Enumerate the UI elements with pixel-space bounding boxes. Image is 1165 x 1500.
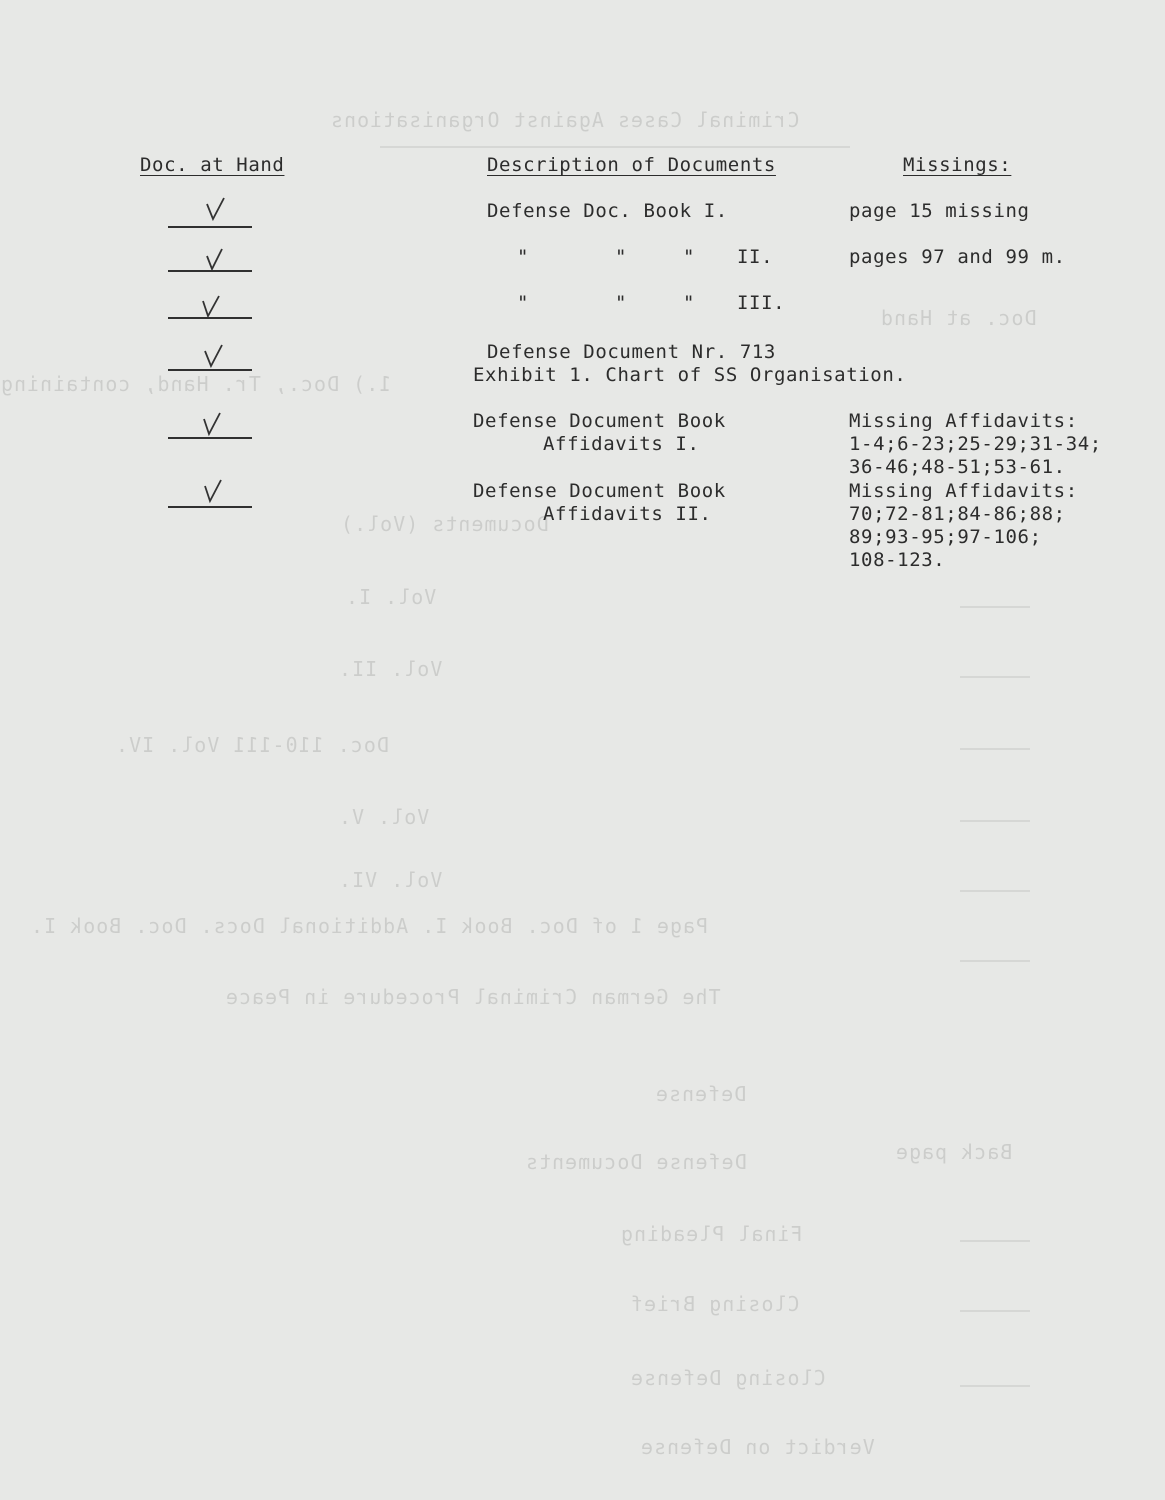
checkmark-icon	[200, 293, 222, 319]
bleed-through-rule	[960, 820, 1030, 822]
bleed-through-text: Closing Defense	[630, 1366, 826, 1390]
row-5-description-line2: Affidavits I.	[543, 433, 700, 455]
check-underline	[168, 317, 252, 319]
row-5-description: Defense Document Book	[473, 410, 726, 432]
row-6-missing-line-2: 89;93-95;97-106;	[849, 526, 1042, 548]
row-2-missing: pages 97 and 99 m.	[849, 246, 1066, 268]
check-underline	[168, 270, 252, 272]
bleed-through-rule	[380, 146, 850, 148]
row-4-description: Defense Document Nr. 713	[487, 341, 776, 363]
bleed-through-text: Verdict on Defense	[640, 1435, 875, 1459]
bleed-through-text: Doc. 110-111 Vol. IV.	[115, 733, 389, 757]
row-5-missing: Missing Affidavits:	[849, 410, 1078, 432]
row-1-description: Defense Doc. Book I.	[487, 200, 728, 222]
check-underline	[168, 226, 252, 228]
bleed-through-rule	[960, 748, 1030, 750]
row-6-description-line2: Affidavits II.	[543, 503, 712, 525]
row-2-ditto-1: "	[517, 246, 529, 268]
header-doc-at-hand: Doc. at Hand	[140, 154, 285, 176]
bleed-through-rule	[960, 1240, 1030, 1242]
bleed-through-text: Closing Brief	[630, 1292, 800, 1316]
bleed-through-text: The German Criminal Procedure in Peace	[225, 985, 721, 1009]
check-underline	[168, 506, 252, 508]
bleed-through-text: Vol. V.	[338, 805, 430, 829]
bleed-through-text: Page 1 of Doc. Book I. Additional Docs. Doc. Book I.	[30, 914, 709, 938]
header-missings: Missings:	[903, 154, 1012, 176]
row-6-missing: Missing Affidavits:	[849, 480, 1078, 502]
header-description: Description of Documents	[487, 154, 776, 176]
check-underline	[168, 369, 252, 371]
row-6-missing-line-1: 70;72-81;84-86;88;	[849, 503, 1066, 525]
row-3-ditto-3: "	[683, 292, 695, 314]
row-2-ditto-2: "	[615, 246, 627, 268]
bleed-through-text: Doc. at Hand	[880, 306, 1037, 330]
bleed-through-text: 1.) Doc., Tr. Hand, containing	[0, 372, 392, 396]
bleed-through-text: Back page	[895, 1140, 1013, 1164]
bleed-through-rule	[960, 1385, 1030, 1387]
row-6-description: Defense Document Book	[473, 480, 726, 502]
row-6-missing-line-3: 108-123.	[849, 549, 946, 571]
bleed-through-text: Vol. I.	[345, 585, 437, 609]
check-underline	[168, 437, 252, 439]
row-5-missing-line-1: 1-4;6-23;25-29;31-34;	[849, 433, 1102, 455]
bleed-through-text: Criminal Cases Against Organisations	[330, 108, 800, 132]
row-3-description-suffix: III.	[737, 292, 786, 314]
checkmark-icon	[202, 478, 224, 504]
bleed-through-text: Documents (Vol.)	[340, 512, 549, 536]
row-3-ditto-2: "	[615, 292, 627, 314]
bleed-through-rule	[960, 890, 1030, 892]
bleed-through-rule	[960, 676, 1030, 678]
bleed-through-rule	[960, 606, 1030, 608]
row-3-ditto-1: "	[517, 292, 529, 314]
bleed-through-rule	[960, 1310, 1030, 1312]
row-2-ditto-3: "	[683, 246, 695, 268]
checkmark-icon	[201, 411, 223, 437]
checkmark-icon	[204, 246, 226, 272]
bleed-through-text: Vol. II.	[338, 657, 443, 681]
bleed-through-text: Defense Documents	[525, 1150, 747, 1174]
row-5-missing-line-2: 36-46;48-51;53-61.	[849, 456, 1066, 478]
bleed-through-text: Final Pleading	[620, 1222, 803, 1246]
bleed-through-rule	[960, 960, 1030, 962]
bleed-through-text: Defense	[655, 1082, 747, 1106]
checkmark-icon	[203, 343, 225, 369]
row-2-description-suffix: II.	[737, 246, 774, 268]
row-4-description-line2: Exhibit 1. Chart of SS Organisation.	[473, 364, 907, 386]
checkmark-icon	[205, 196, 227, 222]
bleed-through-text: Vol. VI.	[338, 868, 443, 892]
row-1-missing: page 15 missing	[849, 200, 1030, 222]
